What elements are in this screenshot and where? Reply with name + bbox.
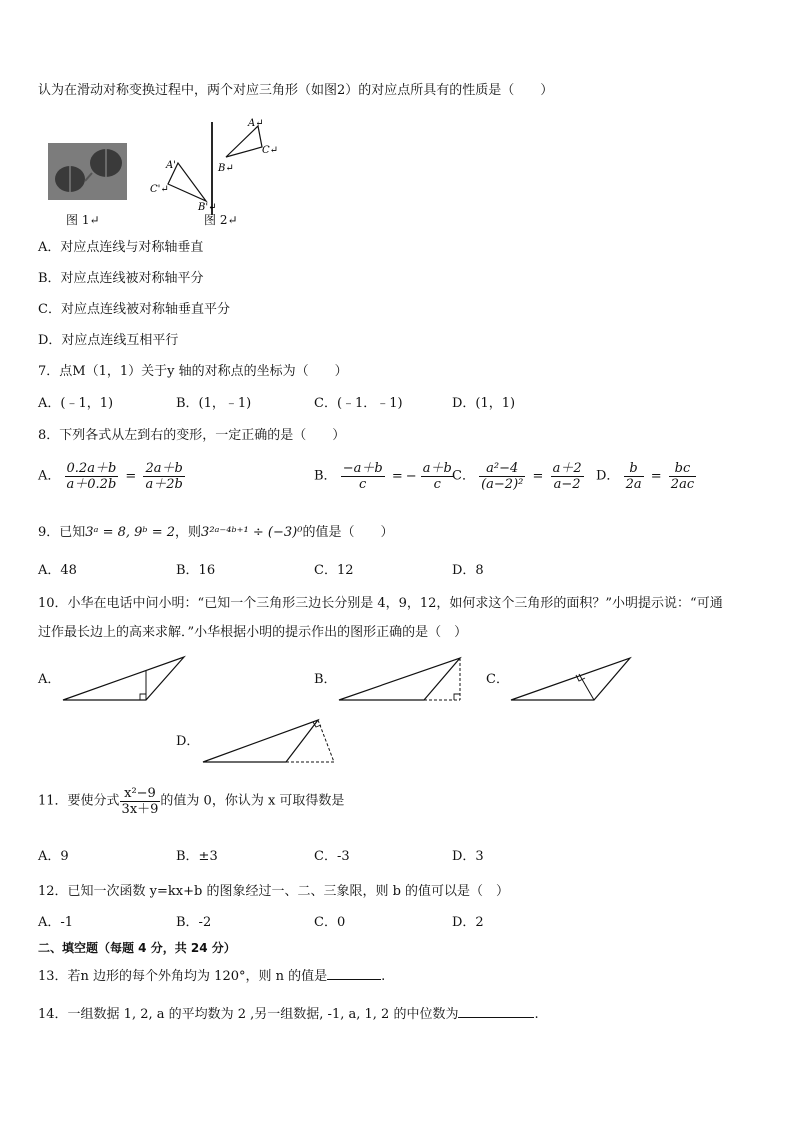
q6-option-a: A．对应点连线与对称轴垂直: [38, 240, 204, 255]
q14-stem: 14．一组数据 1, 2, a 的平均数为 2 ,另一组数据, -1, a, 1, 2 的中位数为: [38, 1007, 459, 1022]
fig2-caption: 图 2↵: [204, 213, 238, 227]
label-c-prime: C'↵: [150, 184, 169, 195]
q9-stem-b: ，则: [175, 525, 202, 540]
label-a: A↵: [248, 118, 264, 129]
q6-option-b: B．对应点连线被对称轴平分: [38, 271, 204, 286]
q8-option-d: D． $\frac{b}{2a}$ = $\frac{bc}{2ac}$: [596, 461, 695, 492]
q13-stem: 13．若n 边形的每个外角均为 120°，则 n 的值是: [38, 969, 328, 984]
q9-given: 3ᵃ = 8, 9ᵇ = 2: [85, 525, 176, 540]
q8-a-den1: a＋0.2b: [66, 477, 117, 492]
q8-d-num2: bc: [669, 461, 696, 477]
q8-stem: 8．下列各式从左到右的变形，一定正确的是（ ）: [38, 428, 346, 443]
q8-c-num1: a²−4: [479, 461, 525, 477]
q9-option-a: A．48: [38, 563, 77, 578]
q13: [38, 967, 385, 985]
q11-option-c: C．-3: [314, 849, 350, 864]
q10-option-d-label: D．: [176, 734, 200, 749]
q14: [38, 1005, 539, 1023]
triangle-abc: [226, 126, 262, 157]
q11-denominator: 3x＋9: [121, 802, 159, 817]
q10-stem-line1: 10．小华在电话中问小明：“已知一个三角形三边长分别是 4，9，12，如何求这个三角形的面积？”小明提示说：“可通: [38, 596, 723, 611]
q10-option-c-label: C．: [486, 672, 509, 687]
q8-d-num1: b: [624, 461, 644, 477]
q12-option-d: D．2: [452, 915, 484, 930]
q8-a-num2: 2a＋b: [145, 461, 183, 476]
q12-option-b: B．-2: [176, 915, 212, 930]
q10-figure-b: [336, 654, 466, 704]
q8-b-num2: a＋b: [422, 461, 452, 476]
q11-option-a: A．9: [38, 849, 69, 864]
section-heading: 二、填空题（每题 4 分，共 24 分）: [38, 941, 236, 955]
q12-option-a: A．-1: [38, 915, 74, 930]
q10-figure-c: [508, 654, 634, 704]
q8-c-num2: a＋2: [552, 461, 582, 476]
q12-option-c: C．0: [314, 915, 346, 930]
q14-answer-blank[interactable]: [458, 1005, 534, 1018]
q10-figure-a: [60, 654, 190, 704]
q8-b-sign: −: [405, 468, 417, 484]
q9-option-c: C．12: [314, 563, 354, 578]
q11-stem-b: 的值为 0，你认为 x 可取得数是: [160, 793, 345, 809]
q8-d-den2: 2ac: [670, 477, 695, 492]
q7-option-b: B．(1，﹣1): [176, 396, 252, 411]
leaf-photo: [48, 143, 127, 200]
q8-b-den2: c: [433, 477, 441, 492]
q13-answer-blank[interactable]: [327, 967, 381, 980]
q8-a-label: A．: [38, 468, 61, 484]
q9-stem-a: 9．已知: [38, 525, 86, 540]
fig1-caption: 图 1↵: [66, 213, 100, 227]
q8-b-den1: c: [359, 477, 367, 492]
q9-option-b: B．16: [176, 563, 216, 578]
q7-option-d: D．(1，1): [452, 396, 516, 411]
q6-stem: 认为在滑动对称变换过程中，两个对应三角形（如图2）的对应点所具有的性质是（ ）: [38, 83, 554, 98]
q8-a-den2: a＋2b: [145, 477, 183, 492]
q8-option-b: B． $\frac{-a+b}{c}$ = − $\frac{a+b}{c}$: [314, 461, 452, 492]
q10-stem-line2: 过作最长边上的高来求解．”小华根据小明的提示作出的图形正确的是（ ）: [38, 625, 468, 640]
q10-option-b-label: B．: [314, 672, 337, 687]
q8-c-den1: (a−2)²: [481, 477, 524, 492]
q8-b-num1: −a＋b: [342, 461, 383, 476]
label-b-prime: B'↵: [198, 202, 217, 213]
q11-option-d: D．3: [452, 849, 484, 864]
q8-a-num1: 0.2a＋b: [66, 461, 117, 476]
q8-b-label: B．: [314, 468, 337, 484]
q9-stem-c: 的值是（ ）: [302, 525, 394, 540]
q8-c-label: C．: [452, 468, 475, 484]
q8-option-a: A． $\frac{0.2a+b}{a+0.2b}$ = $\frac{2a+b}{a+2b}$: [38, 461, 183, 492]
q9-stem: [38, 525, 393, 541]
q11-numerator: x²−9: [120, 786, 161, 802]
label-c: C↵: [262, 145, 279, 156]
q10-option-a-label: A．: [38, 672, 61, 687]
q9-option-d: D．8: [452, 563, 484, 578]
q11-option-b: B．±3: [176, 849, 218, 864]
q7-stem: 7．点M（1，1）关于y 轴的对称点的坐标为（ ）: [38, 364, 348, 379]
q6-option-d: D．对应点连线互相平行: [38, 333, 179, 348]
glide-reflection-figure: [140, 110, 290, 220]
q7-option-c: C．(﹣1．﹣1): [314, 396, 403, 411]
q8-option-c: C． $\frac{\text{a²−4}}{\text{(a−2)²}}$ = $\frac{a+2}{a-2}$: [452, 461, 582, 492]
q11-stem: [38, 786, 344, 817]
q12-stem: 12．已知一次函数 y=kx+b 的图象经过一、二、三象限，则 b 的值可以是（ ）: [38, 884, 510, 899]
q8-c-den2: a−2: [553, 477, 581, 492]
q6-option-c: C．对应点连线被对称轴垂直平分: [38, 302, 230, 317]
label-a-prime: A': [166, 160, 176, 171]
q14-stem-end: .: [534, 1007, 539, 1022]
q7-option-a: A．(﹣1，1): [38, 396, 114, 411]
label-b: B↵: [218, 163, 234, 174]
q9-expr: 3²ᵃ⁻⁴ᵇ⁺¹ ÷ (−3)⁰: [201, 525, 303, 540]
q8-d-den1: 2a: [625, 477, 642, 492]
q10-figure-d: [200, 716, 340, 766]
q11-stem-a: 11．要使分式: [38, 793, 120, 809]
q8-d-label: D．: [596, 468, 620, 484]
q13-stem-end: .: [381, 969, 386, 984]
